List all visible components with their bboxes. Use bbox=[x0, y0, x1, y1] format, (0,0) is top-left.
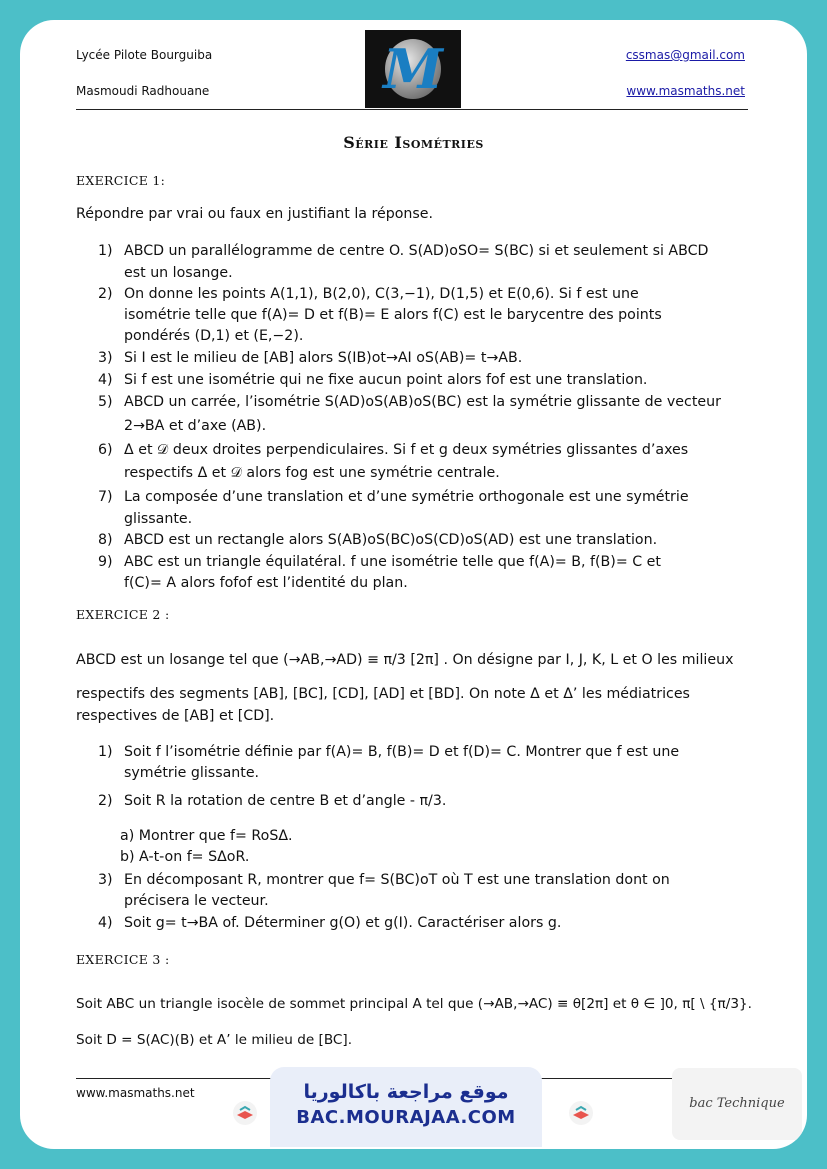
book-icon-left bbox=[232, 1100, 258, 1126]
exercise3-line1: Soit ABC un triangle isocèle de sommet principal A tel que (→AB,→AC) ≡ θ[2π] et θ ∈ ]0, π[ \ {π/3}. bbox=[76, 996, 752, 1012]
school-name: Lycée Pilote Bourguiba bbox=[76, 48, 213, 62]
ex2-subitem-b: b) A-t-on f= SΔoR. bbox=[120, 849, 250, 865]
ex1-item-4-line1: Si f est une isométrie qui ne fixe aucun point alors fof est une translation. bbox=[124, 372, 648, 388]
bac-technique-badge: bac Technique bbox=[672, 1068, 802, 1140]
ex1-item-2-num: 2) bbox=[98, 286, 113, 302]
ex2-item-4-line1: Soit g= t→BA of. Déterminer g(O) et g(I). Caractériser alors g. bbox=[124, 915, 562, 931]
ex1-item-3 bbox=[98, 348, 522, 369]
exercise2-intro-line3: respectives de [AB] et [CD]. bbox=[76, 708, 275, 724]
book-icon-right bbox=[568, 1100, 594, 1126]
logo-emblem bbox=[365, 30, 461, 108]
banner-site-text: BAC.MOURAJAA.COM bbox=[296, 1107, 516, 1128]
ex1-item-5-line1: ABCD un carrée, l’isométrie S(AD)oS(AB)oS(BC) est la symétrie glissante de vecteur bbox=[124, 394, 721, 410]
ex1-item-4 bbox=[98, 370, 647, 391]
ex1-item-2-line1: On donne les points A(1,1), B(2,0), C(3,−1), D(1,5) et E(0,6). Si f est une bbox=[124, 286, 639, 302]
banner-arabic-text: موقع مراجعة باكالوريا bbox=[303, 1081, 509, 1103]
ex1-item-3-line1: Si I est le milieu de [AB] alors S(IB)ot→AI oS(AB)= t→AB. bbox=[124, 350, 523, 366]
email-link[interactable]: cssmas@gmail.com bbox=[625, 48, 745, 62]
ex1-item-6 bbox=[98, 440, 688, 461]
exercise1-intro: Répondre par vrai ou faux en justifiant la réponse. bbox=[76, 206, 434, 222]
ex1-item-4-num: 4) bbox=[98, 372, 113, 388]
mourajaa-banner[interactable] bbox=[270, 1067, 542, 1147]
logo bbox=[365, 30, 461, 108]
ex2-subitem-a: a) Montrer que f= RoSΔ. bbox=[120, 828, 293, 844]
ex2-item-3-num: 3) bbox=[98, 872, 113, 888]
ex1-item-8-line1: ABCD est un rectangle alors S(AB)oS(BC)oS(CD)oS(AD) est une translation. bbox=[124, 532, 658, 548]
ex2-item-4-num: 4) bbox=[98, 915, 113, 931]
ex1-item-5-num: 5) bbox=[98, 394, 113, 410]
ex1-item-1-line1: ABCD un parallélogramme de centre O. S(AD)oSO= S(BC) si et seulement si ABCD bbox=[124, 243, 709, 259]
ex1-item-6-line2: respectifs Δ et 𝒟 alors fog est une symétrie centrale. bbox=[124, 465, 500, 481]
header-rule bbox=[76, 109, 748, 110]
ex1-item-2 bbox=[98, 284, 639, 305]
ex2-item-1-num: 1) bbox=[98, 744, 113, 760]
exercise3-line2: Soit D = S(AC)(B) et A’ le milieu de [BC]. bbox=[76, 1032, 353, 1048]
ex1-item-6-line1: Δ et 𝒟 deux droites perpendiculaires. Si f et g deux symétries glissantes d’axes bbox=[124, 442, 689, 458]
ex1-item-7-line2: glissante. bbox=[124, 511, 193, 527]
ex1-item-1-num: 1) bbox=[98, 243, 113, 259]
ex1-item-5 bbox=[98, 392, 721, 413]
ex1-item-2-line3: pondérés (D,1) et (E,−2). bbox=[124, 328, 304, 344]
exercise2-intro-line1: ABCD est un losange tel que (→AB,→AD) ≡ π/3 [2π] . On désigne par I, J, K, L et O les milieux bbox=[76, 652, 734, 668]
ex2-item-1-line2: symétrie glissante. bbox=[124, 765, 260, 781]
ex2-item-3 bbox=[98, 870, 670, 891]
ex1-item-7-line1: La composée d’une translation et d’une symétrie orthogonale est une symétrie bbox=[124, 489, 689, 505]
ex1-item-3-num: 3) bbox=[98, 350, 113, 366]
ex2-item-2 bbox=[98, 791, 446, 812]
ex1-item-5-line2: 2→BA et d’axe (AB). bbox=[124, 418, 267, 434]
exercise2-heading: EXERCICE 2 : bbox=[76, 607, 170, 622]
ex1-item-6-num: 6) bbox=[98, 442, 113, 458]
document-page bbox=[20, 20, 807, 1149]
exercise2-intro-line2: respectifs des segments [AB], [BC], [CD], [AD] et [BD]. On note Δ et Δ’ les médiatrices bbox=[76, 686, 690, 702]
ex2-item-3-line2: précisera le vecteur. bbox=[124, 893, 269, 909]
ex1-item-1-line2: est un losange. bbox=[124, 265, 233, 281]
ex1-item-9-line2: f(C)= A alors fofof est l’identité du plan. bbox=[124, 575, 408, 591]
ex1-item-9 bbox=[98, 552, 661, 573]
ex1-item-8 bbox=[98, 530, 657, 551]
ex1-item-1 bbox=[98, 241, 708, 262]
page-title: Série Isométries bbox=[343, 133, 484, 152]
ex1-item-7-num: 7) bbox=[98, 489, 113, 505]
ex2-item-1-line1: Soit f l’isométrie définie par f(A)= B, f(B)= D et f(D)= C. Montrer que f est une bbox=[124, 744, 680, 760]
website-link[interactable]: www.masmaths.net bbox=[626, 84, 745, 98]
exercise3-heading: EXERCICE 3 : bbox=[76, 952, 170, 967]
ex1-item-7 bbox=[98, 487, 689, 508]
footer-website[interactable]: www.masmaths.net bbox=[76, 1086, 195, 1100]
teacher-name: Masmoudi Radhouane bbox=[76, 84, 210, 98]
logo-letter: M bbox=[383, 37, 443, 101]
ex2-item-1 bbox=[98, 742, 679, 763]
exercise1-heading: EXERCICE 1: bbox=[76, 173, 166, 188]
ex1-item-8-num: 8) bbox=[98, 532, 113, 548]
ex1-item-9-num: 9) bbox=[98, 554, 113, 570]
ex2-item-2-num: 2) bbox=[98, 793, 113, 809]
ex2-item-3-line1: En décomposant R, montrer que f= S(BC)oT où T est une translation dont on bbox=[124, 872, 670, 888]
ex2-item-4 bbox=[98, 913, 561, 934]
ex2-item-2-line1: Soit R la rotation de centre B et d’angle - π/3. bbox=[124, 793, 447, 809]
ex1-item-2-line2: isométrie telle que f(A)= D et f(B)= E alors f(C) est le barycentre des points bbox=[124, 307, 662, 323]
ex1-item-9-line1: ABC est un triangle équilatéral. f une isométrie telle que f(A)= B, f(B)= C et bbox=[124, 554, 661, 570]
